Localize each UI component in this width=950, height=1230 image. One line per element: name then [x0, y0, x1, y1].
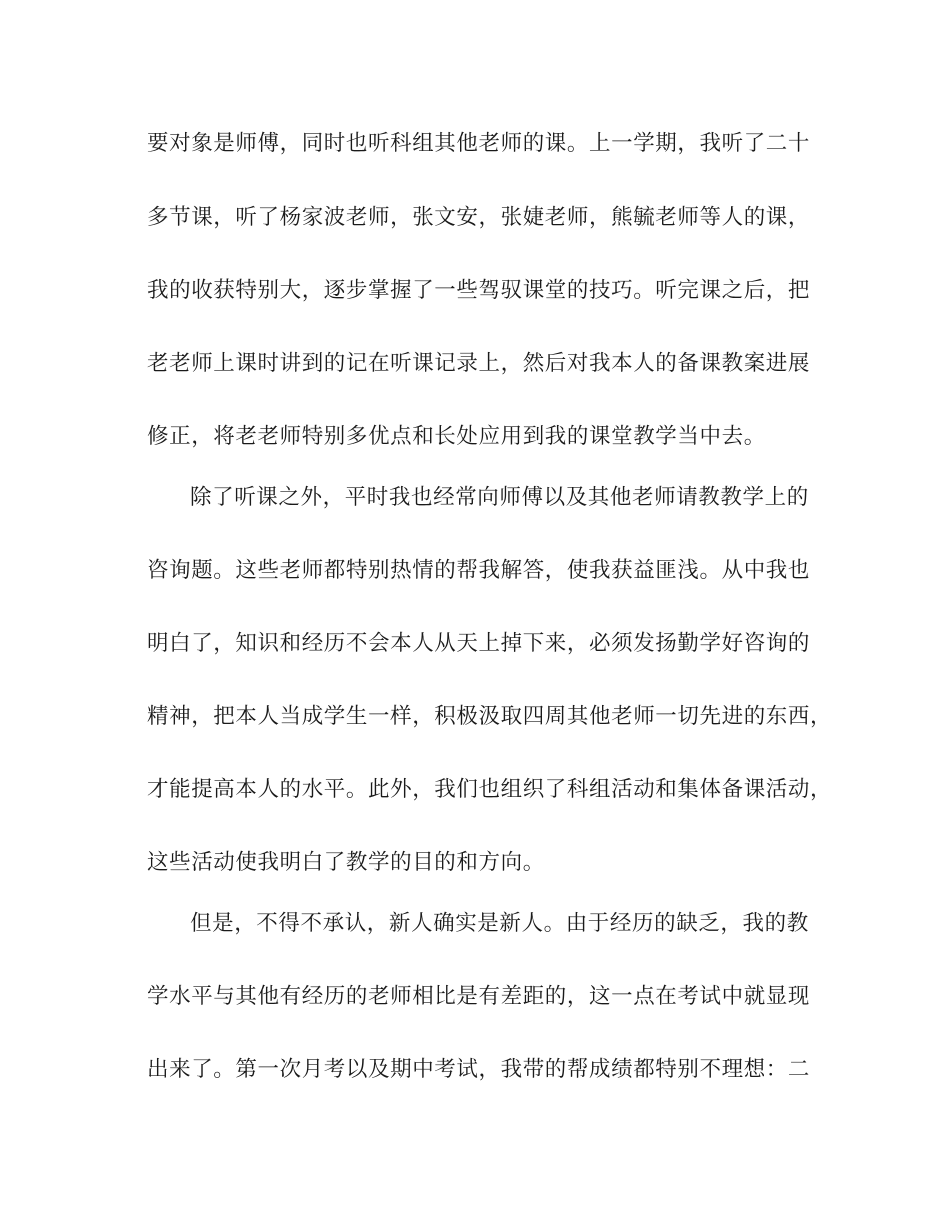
- text-line: 精神，把本人当成学生一样，积极汲取四周其他老师一切先进的东西，: [147, 704, 833, 729]
- text-line: 咨询题。这些老师都特别热情的帮我解答，使我获益匪浅。从中我也: [147, 558, 811, 583]
- text-line: 出来了。第一次月考以及期中考试，我带的帮成绩都特别不理想：二: [147, 1057, 811, 1082]
- text-line: 我的收获特别大，逐步掌握了一些驾驭课堂的技巧。听完课之后，把: [147, 278, 811, 303]
- text-line: 修正，将老老师特别多优点和长处应用到我的课堂教学当中去。: [147, 424, 766, 449]
- paragraph-first-line: 除了听课之外，平时我也经常向师傅以及其他老师请教教学上的: [190, 485, 809, 510]
- text-line: 学水平与其他有经历的老师相比是有差距的，这一点在考试中就显现: [147, 984, 811, 1009]
- text-line: 要对象是师傅，同时也听科组其他老师的课。上一学期，我听了二十: [147, 131, 811, 156]
- text-line: 老老师上课时讲到的记在听课记录上，然后对我本人的备课教案进展: [147, 351, 811, 376]
- text-line: 明白了，知识和经历不会本人从天上掉下来，必须发扬勤学好咨询的: [147, 631, 811, 656]
- text-line: 这些活动使我明白了教学的目的和方向。: [147, 850, 545, 875]
- text-line: 才能提高本人的水平。此外，我们也组织了科组活动和集体备课活动，: [147, 777, 833, 802]
- text-line: 多节课，听了杨家波老师，张文安，张婕老师，熊毓老师等人的课，: [147, 205, 811, 230]
- paragraph-first-line: 但是，不得不承认，新人确实是新人。由于经历的缺乏，我的教: [190, 911, 809, 936]
